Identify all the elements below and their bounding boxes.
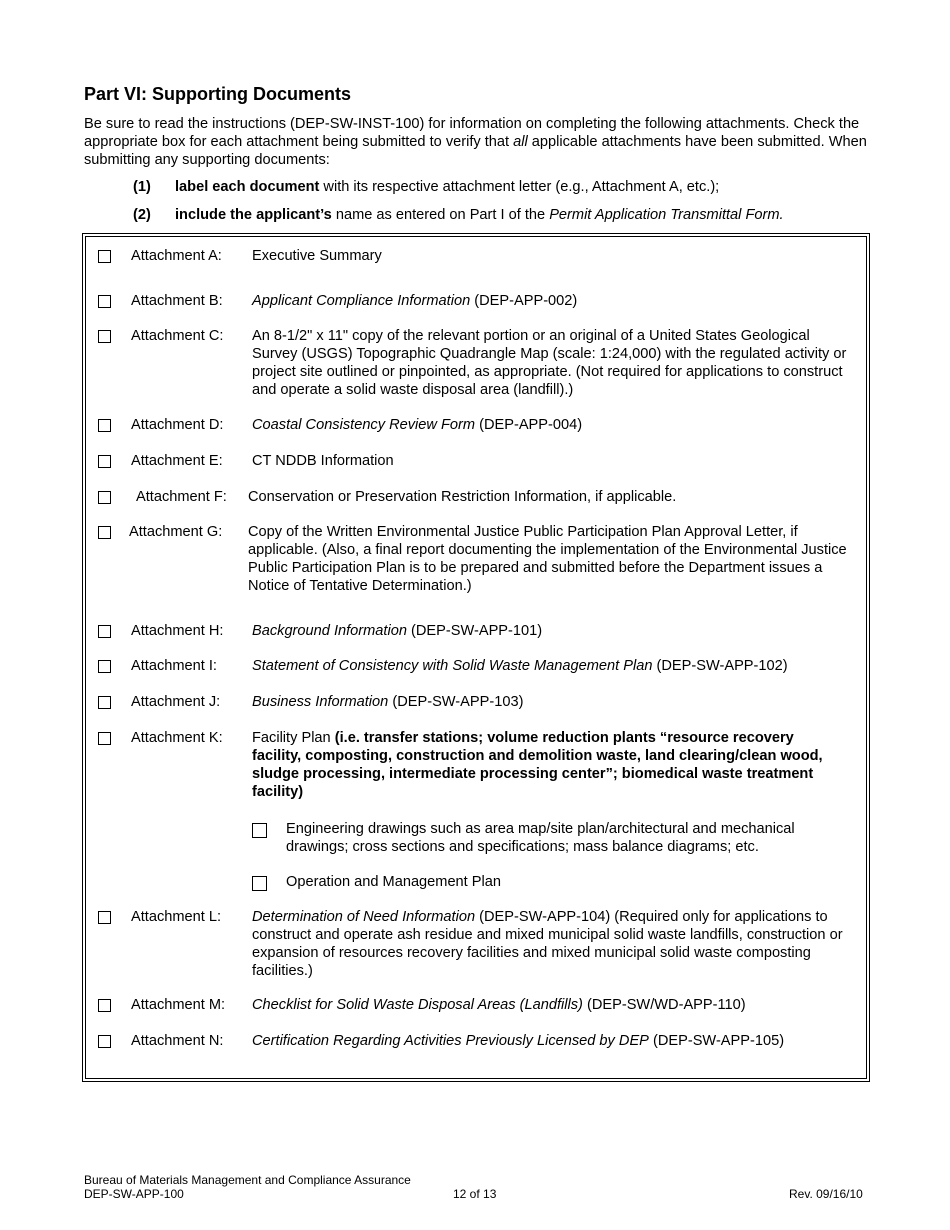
- attachment-e-label: Attachment E:: [131, 453, 223, 469]
- attachment-i-checkbox[interactable]: [98, 660, 111, 673]
- engineering-drawings-description: Engineering drawings such as area map/site plan/architectural and mechanical drawings; cross sections and specifications; mass balance diagrams; etc.: [286, 821, 795, 855]
- footer-page-number: 12 of 13: [453, 1187, 497, 1201]
- attachment-g-label: Attachment G:: [129, 524, 223, 540]
- operation-management-plan-checkbox[interactable]: [252, 876, 267, 891]
- attachment-k-label: Attachment K:: [131, 730, 223, 746]
- attachment-d-description: Coastal Consistency Review Form (DEP-APP-004): [252, 417, 583, 433]
- attachment-a-checkbox[interactable]: [98, 250, 111, 263]
- operation-management-plan-description: Operation and Management Plan: [286, 874, 501, 890]
- attachment-c-checkbox[interactable]: [98, 330, 111, 343]
- attachment-n-description: Certification Regarding Activities Previously Licensed by DEP (DEP-SW-APP-105): [252, 1033, 785, 1049]
- attachment-m-checkbox[interactable]: [98, 999, 111, 1012]
- attachment-d-label: Attachment D:: [131, 417, 224, 433]
- attachment-e-description: CT NDDB Information: [252, 453, 394, 469]
- attachment-h-label: Attachment H:: [131, 623, 224, 639]
- footer-form-number: DEP-SW-APP-100: [84, 1187, 184, 1201]
- attachment-l-label: Attachment L:: [131, 909, 222, 925]
- attachment-a-description: Executive Summary: [252, 248, 382, 264]
- attachment-g-description: Copy of the Written Environmental Justice Public Participation Plan Approval Letter, if applicable. (Also, a final report documenting the implementation of the Environmental Justice Public Participation Plan is to be prepared and submitted before the Department issues a Notice of Tentative Determination.): [248, 524, 847, 594]
- intro-paragraph: Be sure to read the instructions (DEP-SW-INST-100) for information on completing the following attachments. Check the appropriate box for each attachment being submitted to verify that all applicable attachments have been submitted. When submitting any supporting documents:: [84, 116, 867, 168]
- engineering-drawings-checkbox[interactable]: [252, 823, 267, 838]
- attachment-j-description: Business Information (DEP-SW-APP-103): [252, 694, 524, 710]
- footer-revision: Rev. 09/16/10: [789, 1187, 863, 1201]
- attachments-checklist: [82, 233, 870, 1082]
- attachment-n-checkbox[interactable]: [98, 1035, 111, 1048]
- attachment-l-description: Determination of Need Information (DEP-SW-APP-104) (Required only for applications to construct and operate ash residue and mixed municipal solid waste landfills, construction or expansion of resources recovery facilities and mixed municipal solid waste composting facilities.): [252, 909, 843, 979]
- attachment-j-checkbox[interactable]: [98, 696, 111, 709]
- attachment-b-checkbox[interactable]: [98, 295, 111, 308]
- footer-bureau: Bureau of Materials Management and Compliance Assurance: [84, 1173, 411, 1187]
- attachment-f-checkbox[interactable]: [98, 491, 111, 504]
- attachment-e-checkbox[interactable]: [98, 455, 111, 468]
- attachment-c-description: An 8-1/2" x 11" copy of the relevant portion or an original of a United States Geological Survey (USGS) Topographic Quadrangle Map (scale: 1:24,000) with the regulated activity or project site outlined or pinpointed, as appropriate. (Not required for applications to construct and operate a solid waste disposal area (landfill).): [252, 328, 847, 398]
- attachment-m-description: Checklist for Solid Waste Disposal Areas (Landfills) (DEP-SW/WD-APP-110): [252, 997, 746, 1013]
- attachment-c-label: Attachment C:: [131, 328, 224, 344]
- attachment-b-label: Attachment B:: [131, 293, 223, 309]
- attachment-k-checkbox[interactable]: [98, 732, 111, 745]
- attachment-h-description: Background Information (DEP-SW-APP-101): [252, 623, 543, 639]
- attachment-n-label: Attachment N:: [131, 1033, 224, 1049]
- attachment-d-checkbox[interactable]: [98, 419, 111, 432]
- attachment-b-description: Applicant Compliance Information (DEP-APP-002): [252, 293, 578, 309]
- attachment-k-description: Facility Plan (i.e. transfer stations; volume reduction plants “resource recovery facility, composting, construction and demolition waste, land clearing/clean wood, sludge processing, intermediate processing center”; biomedical waste treatment facility): [252, 730, 823, 800]
- attachment-a-label: Attachment A:: [131, 248, 222, 264]
- attachment-i-label: Attachment I:: [131, 658, 217, 674]
- attachment-i-description: Statement of Consistency with Solid Waste Management Plan (DEP-SW-APP-102): [252, 658, 788, 674]
- attachment-j-label: Attachment J:: [131, 694, 221, 710]
- attachment-g-checkbox[interactable]: [98, 526, 111, 539]
- page-title: Part VI: Supporting Documents: [84, 84, 352, 104]
- attachment-m-label: Attachment M:: [131, 997, 226, 1013]
- attachment-f-description: Conservation or Preservation Restriction Information, if applicable.: [248, 489, 677, 505]
- attachment-f-label: Attachment F:: [136, 489, 227, 505]
- attachment-l-checkbox[interactable]: [98, 911, 111, 924]
- attachment-h-checkbox[interactable]: [98, 625, 111, 638]
